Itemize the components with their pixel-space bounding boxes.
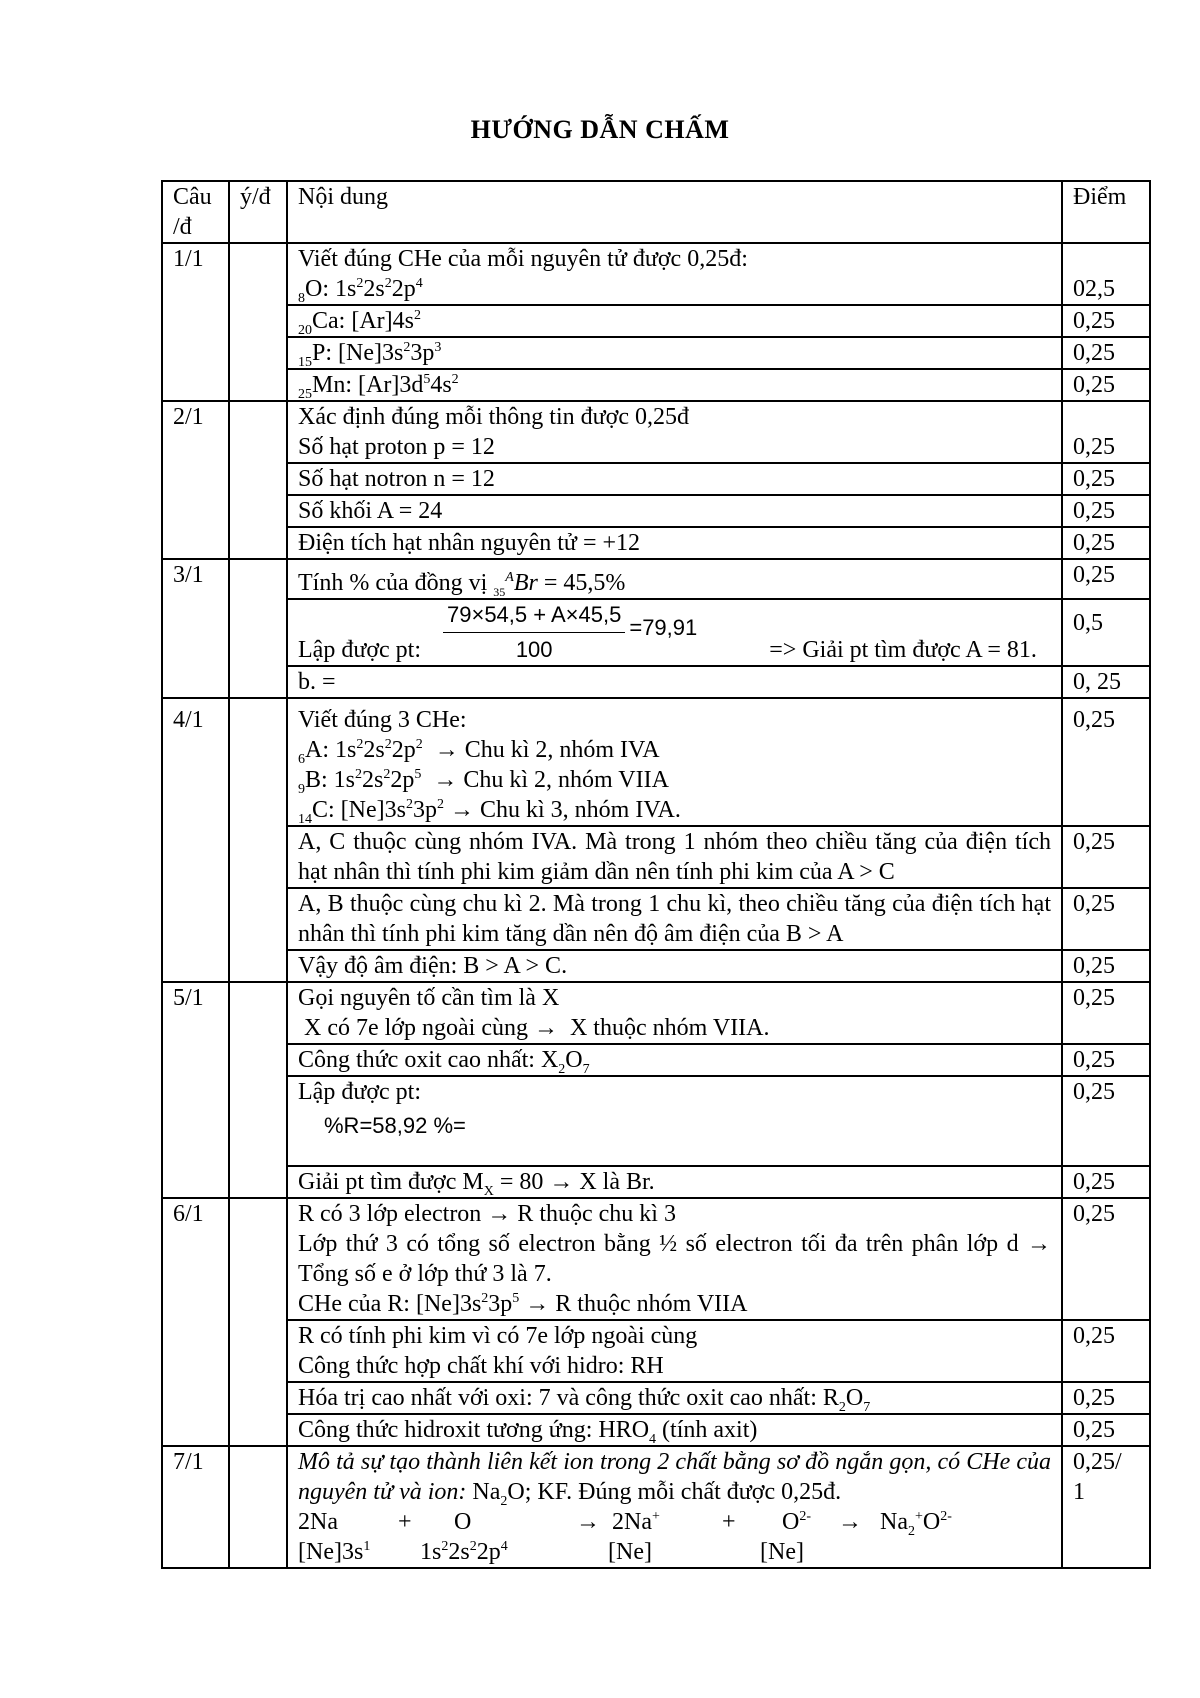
table-row xyxy=(162,527,1150,559)
table-row xyxy=(162,243,1150,305)
content-cell: Lập được pt: $\frac{79\times 54,5 + A\times 45,5}{100}$ =79,91 => Giải pt tìm được A = 81. xyxy=(287,599,1062,666)
table-row xyxy=(162,1414,1150,1446)
content-cell: Mô tả sự tạo thành liên kết ion trong 2 chất bằng sơ đồ ngắn gọn, có CHe của nguyên tử và ion: $Na_2O$; KF. Đúng mỗi chất được 0,25đ. 2Na + O → 2Na+ + $O^{2-}$ → $Na_2^+O^{2-}$ $[Ne]3s^1$ $1s^22s^22p^4$ [Ne] [Ne] xyxy=(287,1446,1062,1568)
table-row xyxy=(162,888,1150,950)
score-cell: 0,25 xyxy=(1062,1198,1150,1320)
score-cell: 0,25 xyxy=(1062,1320,1150,1382)
content-cell: R có 3 lớp electron → R thuộc chu kì 3 Lớp thứ 3 có tổng số electron bằng ½ số electron tối đa trên phân lớp d → Tổng số e ở lớp thứ 3 là 7. CHe của R: $[Ne]3s^23p^5 \to R$ thuộc nhóm VIIA xyxy=(287,1198,1062,1320)
score-cell: 0,25 xyxy=(1062,463,1150,495)
content-cell: Số khối A = 24 xyxy=(287,495,1062,527)
content-cell: b. = xyxy=(287,666,1062,698)
score-cell: 0, 25 xyxy=(1062,666,1150,698)
score-cell: 0,25 xyxy=(1062,950,1150,982)
table-row xyxy=(162,666,1150,698)
score-cell: 0,25 xyxy=(1062,559,1150,599)
electron-config-line: $[Ne]3s^1$ $1s^22s^22p^4$ [Ne] [Ne] xyxy=(298,1539,804,1565)
question-label: 4/1 xyxy=(162,698,229,982)
content-cell: R có tính phi kim vì có 7e lớp ngoài cùng Công thức hợp chất khí với hidro: RH xyxy=(287,1320,1062,1382)
question-label: 5/1 xyxy=(162,982,229,1198)
content-cell: Số hạt notron n = 12 xyxy=(287,463,1062,495)
score-cell: 0,25 xyxy=(1062,305,1150,337)
table-row xyxy=(162,1044,1150,1076)
table-row xyxy=(162,1446,1150,1568)
header-diem: Điểm xyxy=(1062,181,1150,243)
question-label: 7/1 xyxy=(162,1446,229,1568)
table-row xyxy=(162,559,1150,599)
score-cell: 0,25 xyxy=(1062,337,1150,369)
table-row xyxy=(162,495,1150,527)
table-row xyxy=(162,1166,1150,1198)
table-row xyxy=(162,599,1150,666)
score-cell: 0,25 xyxy=(1062,527,1150,559)
score-cell: 0,25 xyxy=(1062,888,1150,950)
content-cell: $_{15}$P: $[Ne]3s^23p^3$ xyxy=(287,337,1062,369)
header-noi-dung: Nội dung xyxy=(287,181,1062,243)
score-cell: 0,25/ 1 xyxy=(1062,1446,1150,1568)
score-cell: 0,25 xyxy=(1062,982,1150,1044)
score-cell: 0,5 xyxy=(1062,599,1150,666)
table-header-row xyxy=(162,181,1150,243)
content-cell: A, C thuộc cùng nhóm IVA. Mà trong 1 nhóm theo chiều tăng của điện tích hạt nhân thì tính phi kim giảm dần nên tính phi kim của A > C xyxy=(287,826,1062,888)
content-cell: Viết đúng 3 CHe: $_6$A: $1s^22s^22p^2$ → Chu kì 2, nhóm IVA $_9$B: $1s^22s^22p^5$ → Chu kì 2, nhóm VIIA $_{14}$C: $[Ne]3s^23p^2$ → Chu kì 3, nhóm IVA. xyxy=(287,698,1062,826)
content-cell: Viết đúng CHe của mỗi nguyên tử được 0,25đ: $_8$O: $1s^22s^22p^4$ xyxy=(287,243,1062,305)
score-cell: 0,25 xyxy=(1062,1166,1150,1198)
header-y: ý/đ xyxy=(229,181,287,243)
score-cell: 0,25 xyxy=(1062,369,1150,401)
table-row xyxy=(162,1320,1150,1382)
content-cell: Điện tích hạt nhân nguyên tử = +12 xyxy=(287,527,1062,559)
content-cell: Công thức hidroxit tương ứng: $HRO_4$ (tính axit) xyxy=(287,1414,1062,1446)
score-cell: 0,25 xyxy=(1062,1044,1150,1076)
table-row xyxy=(162,950,1150,982)
score-cell: 0,25 xyxy=(1062,698,1150,826)
table-row xyxy=(162,1076,1150,1166)
content-cell: Lập được pt: %R=58,92 %= xyxy=(287,1076,1062,1166)
content-cell: Gọi nguyên tố cần tìm là X X có 7e lớp ngoài cùng → X thuộc nhóm VIIA. xyxy=(287,982,1062,1044)
table-row xyxy=(162,698,1150,826)
table-row xyxy=(162,826,1150,888)
content-cell: Giải pt tìm được $M_X = 80 \to X$ là Br. xyxy=(287,1166,1062,1198)
question-label: 1/1 xyxy=(162,243,229,401)
table-row xyxy=(162,463,1150,495)
table-row xyxy=(162,1198,1150,1320)
score-cell: 0,25 xyxy=(1062,495,1150,527)
content-cell: $_{20}$Ca: $[Ar]4s^2$ xyxy=(287,305,1062,337)
content-cell: $_{25}$Mn: $[Ar]3d^54s^2$ xyxy=(287,369,1062,401)
content-cell: Vậy độ âm điện: B > A > C. xyxy=(287,950,1062,982)
score-cell: 0,25 xyxy=(1062,1382,1150,1414)
header-cau: Câu /đ xyxy=(162,181,229,243)
table-row xyxy=(162,401,1150,463)
content-cell: Tính % của đồng vị $_{35}^A$Br = 45,5% xyxy=(287,559,1062,599)
content-cell: Công thức oxit cao nhất: $X_2O_7$ xyxy=(287,1044,1062,1076)
question-label: 3/1 xyxy=(162,559,229,698)
score-cell: 0,25 xyxy=(1062,1414,1150,1446)
table-row xyxy=(162,982,1150,1044)
ionic-equation: 2Na + O → 2Na+ + $O^{2-}$ → $Na_2^+O^{2-}$ xyxy=(298,1509,952,1539)
score-cell: 0,25 xyxy=(1062,1076,1150,1166)
content-cell: Hóa trị cao nhất với oxi: 7 và công thức oxit cao nhất: $R_2O_7$ xyxy=(287,1382,1062,1414)
grading-table xyxy=(161,180,1151,1569)
table-row xyxy=(162,369,1150,401)
score-cell: 0,25 xyxy=(1062,826,1150,888)
question-label: 6/1 xyxy=(162,1198,229,1446)
score-cell: 02,5 xyxy=(1062,243,1150,305)
isotope-symbol: $_{35}^A$Br xyxy=(493,570,538,599)
table-row xyxy=(162,337,1150,369)
fraction: $\frac{79\times 54,5 + A\times 45,5}{100}$ xyxy=(443,600,625,665)
score-cell: 0,25 xyxy=(1062,401,1150,463)
page-title: HƯỚNG DẪN CHẤM xyxy=(470,115,730,144)
question-label: 2/1 xyxy=(162,401,229,559)
table-row xyxy=(162,1382,1150,1414)
table-row xyxy=(162,305,1150,337)
content-cell: Xác định đúng mỗi thông tin được 0,25đ Số hạt proton p = 12 xyxy=(287,401,1062,463)
content-cell: A, B thuộc cùng chu kì 2. Mà trong 1 chu kì, theo chiều tăng của điện tích hạt nhân thì tính phi kim tăng dần nên độ âm điện của B > A xyxy=(287,888,1062,950)
